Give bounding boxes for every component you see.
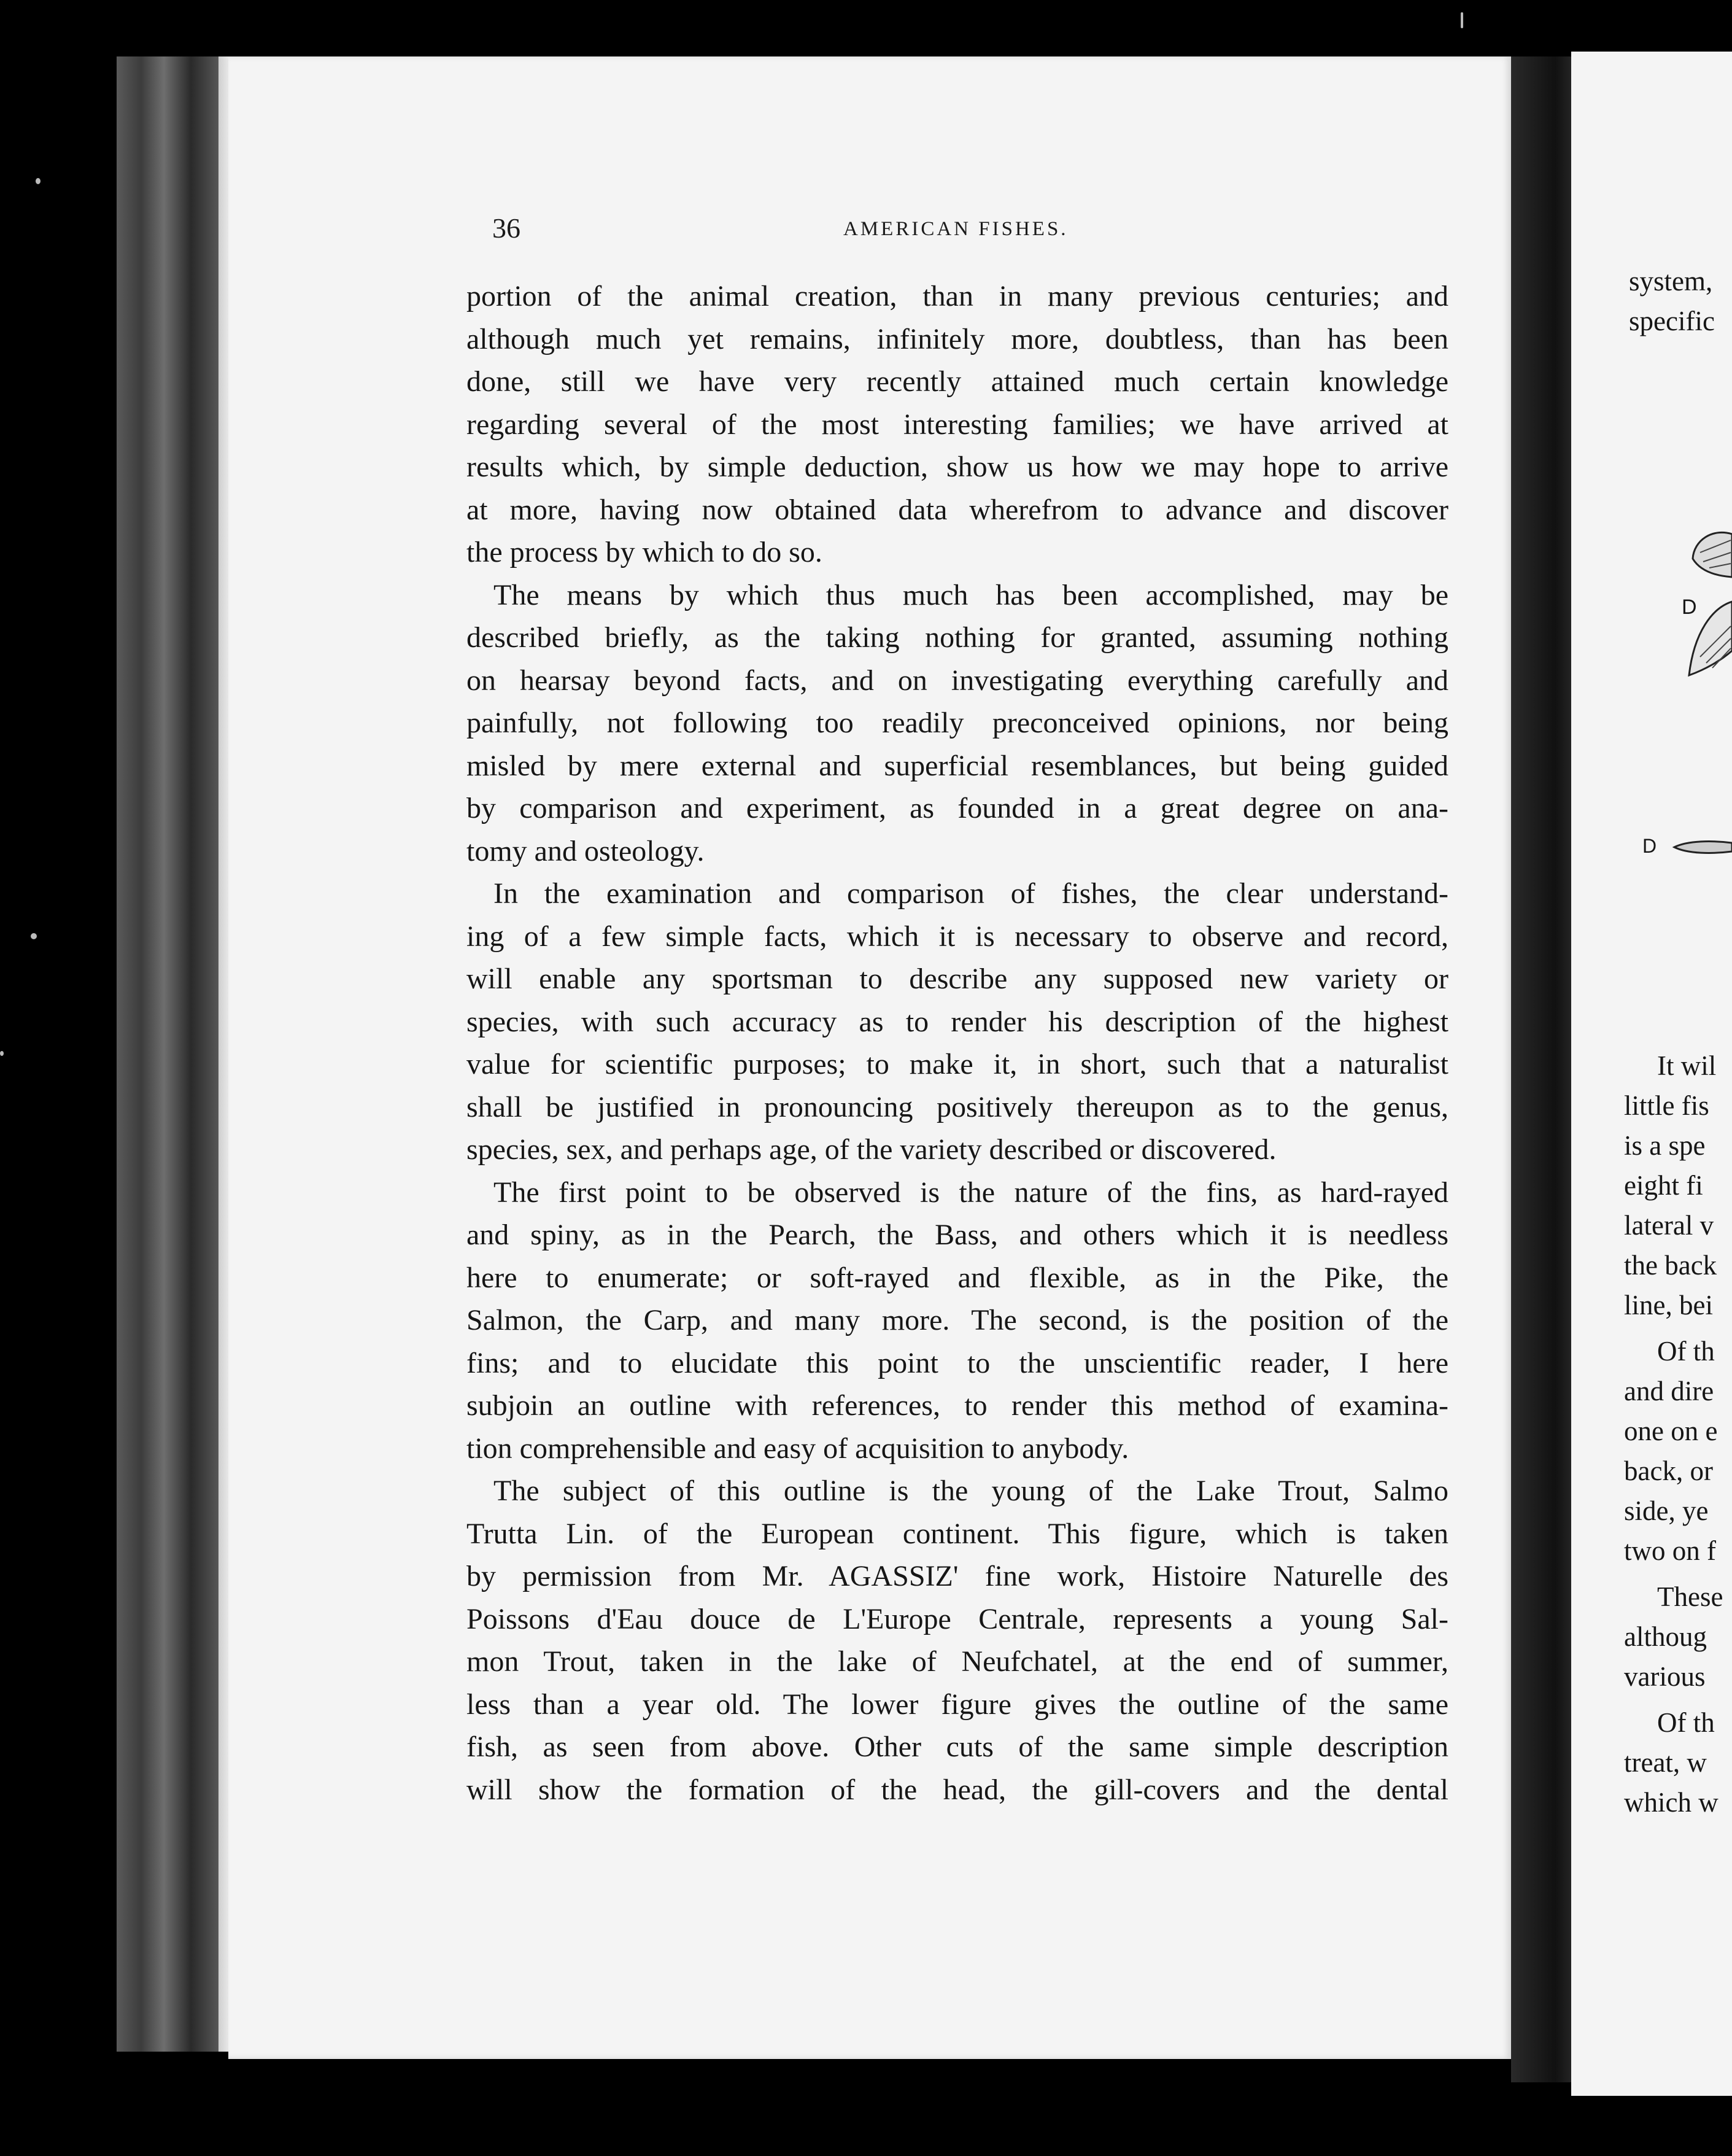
body-text (466, 275, 1448, 1811)
scan-speck (0, 1051, 4, 1056)
facing-page-text-line: the back (1624, 1250, 1717, 1281)
text-line: here to enumerate; or soft-rayed and flexible, as in the Pike, the (466, 1261, 1448, 1294)
facing-page-text-line: Of th (1657, 1707, 1715, 1738)
text-line: by permission from Mr. AGASSIZ' fine work, Histoire Naturelle des (466, 1560, 1448, 1592)
text-line: Salmon, the Carp, and many more. The second, is the position of the (466, 1304, 1448, 1336)
facing-page-text-line: althoug (1624, 1621, 1707, 1652)
text-line: by comparison and experiment, as founded in a great degree on ana- (466, 792, 1448, 824)
figure-label: D (1682, 595, 1697, 619)
text-line: will show the formation of the head, the gill-covers and the dental (466, 1773, 1448, 1806)
text-line: painfully, not following too readily preconceived opinions, nor being (466, 707, 1448, 739)
fish-fin-figure (1657, 528, 1732, 712)
scan-speck (31, 933, 37, 939)
text-line: the process by which to do so. (466, 536, 822, 568)
text-line: subjoin an outline with references, to render this method of examina- (466, 1389, 1448, 1422)
facing-page-text-line: little fis (1624, 1090, 1709, 1121)
text-line: The means by which thus much has been accomplished, may be (493, 578, 1448, 611)
text-line: on hearsay beyond facts, and on investigating everything carefully and (466, 664, 1448, 697)
facing-page-text-line: one on e (1624, 1416, 1718, 1446)
text-line: ing of a few simple facts, which it is necessary to observe and record, (466, 920, 1448, 953)
text-line: tomy and osteology. (466, 834, 705, 867)
text-line: value for scientific purposes; to make it, in short, such that a naturalist (466, 1048, 1448, 1080)
text-line: described briefly, as the taking nothing for granted, assuming nothing (466, 621, 1448, 654)
running-head: AMERICAN FISHES. (843, 218, 1069, 240)
text-line: species, sex, and perhaps age, of the variety described or discovered. (466, 1133, 1277, 1166)
figure-label: D (1642, 835, 1657, 857)
facing-page-text-line: These (1657, 1581, 1723, 1612)
text-line: will enable any sportsman to describe any supposed new variety or (466, 963, 1448, 995)
facing-page-text-line: back, or (1624, 1456, 1713, 1486)
text-line: and spiny, as in the Pearch, the Bass, and others which it is needless (466, 1219, 1448, 1251)
text-line: In the examination and comparison of fishes, the clear understand- (493, 877, 1448, 910)
text-line: results which, by simple deduction, show us how we may hope to arrive (466, 451, 1448, 483)
text-line: mon Trout, taken in the lake of Neufchatel, at the end of summer, (466, 1645, 1448, 1678)
page-number: 36 (492, 212, 520, 244)
facing-page-text-line: and dire (1624, 1376, 1714, 1406)
facing-page-text-line: system, (1629, 266, 1713, 297)
text-line: portion of the animal creation, than in many previous centuries; and (466, 280, 1448, 312)
facing-page-text-line: various (1624, 1661, 1706, 1692)
facing-page-text-line: two on f (1624, 1535, 1716, 1566)
facing-page-text-line: side, ye (1624, 1495, 1709, 1526)
text-line: Poissons d'Eau douce de L'Europe Centrale, represents a young Sal- (466, 1602, 1448, 1635)
facing-page-text-line: eight fi (1624, 1170, 1703, 1201)
text-line: fins; and to elucidate this point to the unscientific reader, I here (466, 1346, 1448, 1379)
page-header (492, 212, 1450, 255)
fish-outline-top-view (1657, 838, 1732, 856)
text-line: species, with such accuracy as to render his description of the highest (466, 1005, 1448, 1038)
facing-page-text-line: which w (1624, 1787, 1718, 1818)
scan-speck (1461, 12, 1463, 28)
text-line: The subject of this outline is the young of the Lake Trout, Salmo (493, 1475, 1448, 1507)
facing-page-text-line: treat, w (1624, 1747, 1707, 1778)
text-line: at more, having now obtained data wherefrom to advance and discover (466, 493, 1448, 526)
text-line: done, still we have very recently attained much certain knowledge (466, 365, 1448, 398)
facing-page-text-line: specific (1629, 306, 1715, 336)
text-line: regarding several of the most interesting families; we have arrived at (466, 408, 1448, 441)
scan-speck (36, 178, 41, 184)
text-line: The first point to be observed is the nature of the fins, as hard-rayed (493, 1176, 1448, 1209)
text-line: misled by mere external and superficial resemblances, but being guided (466, 749, 1448, 782)
text-line: tion comprehensible and easy of acquisition to anybody. (466, 1432, 1129, 1465)
facing-page-text-line: Of th (1657, 1336, 1715, 1367)
facing-page-text-line: line, bei (1624, 1290, 1713, 1320)
text-line: Trutta Lin. of the European continent. This figure, which is taken (466, 1517, 1448, 1550)
text-line: although much yet remains, infinitely more, doubtless, than has been (466, 322, 1448, 355)
text-line: less than a year old. The lower figure gives the outline of the same (466, 1688, 1448, 1721)
facing-page-text-line: It wil (1657, 1050, 1717, 1081)
text-line: fish, as seen from above. Other cuts of the same simple description (466, 1731, 1448, 1763)
facing-page-text-line: lateral v (1624, 1210, 1714, 1241)
facing-page-text-line: is a spe (1624, 1130, 1706, 1161)
text-line: shall be justified in pronouncing positively thereupon as to the genus, (466, 1090, 1448, 1123)
